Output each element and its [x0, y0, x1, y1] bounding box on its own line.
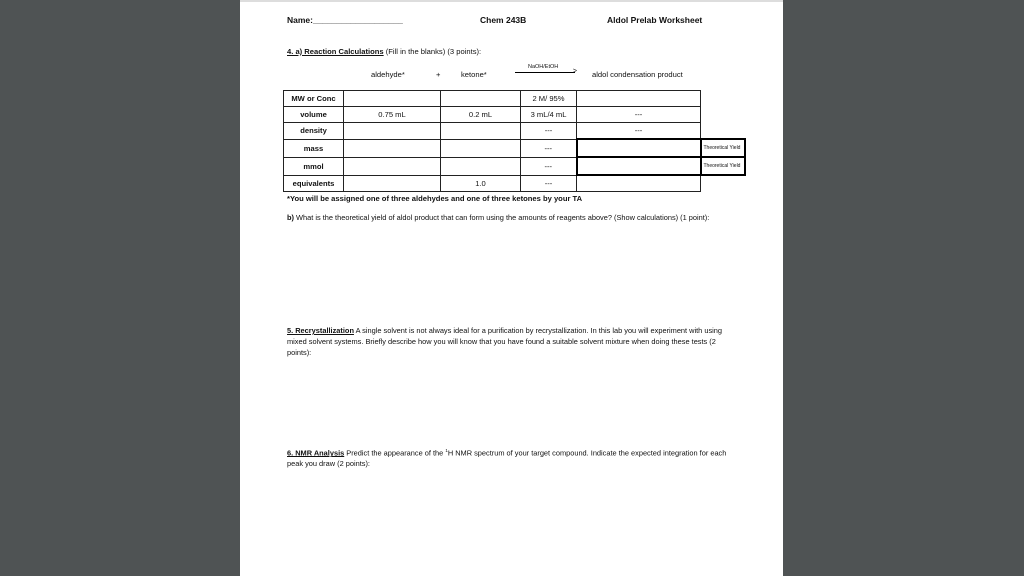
table-cell[interactable]	[344, 157, 441, 175]
q5-prompt: 5. Recrystallization A single solvent is not always ideal for a purification by recrystallization. In this lab you will experiment with using mixed solvent systems. Briefly describe how you will know that you have found a suitable solvent mixture when doing these tests (2 points):	[287, 326, 723, 357]
table-cell[interactable]	[344, 175, 441, 192]
table-cell: 0.2 mL	[441, 107, 521, 123]
aldehyde-label: aldehyde*	[371, 70, 405, 79]
table-cell: ---	[577, 123, 701, 140]
table-cell[interactable]	[441, 91, 521, 107]
table-row	[284, 157, 745, 175]
q6-heading: 6. NMR Analysis	[287, 448, 345, 458]
plus-sign: +	[436, 70, 441, 79]
product-mmol-cell[interactable]	[577, 157, 701, 175]
table-cell[interactable]	[441, 157, 521, 175]
table-cell[interactable]	[344, 91, 441, 107]
table-cell	[701, 107, 745, 123]
q4b-prompt: b) What is the theoretical yield of aldol product that can form using the amounts of reagents above? (Show calculations) (1 point):	[287, 213, 710, 222]
table-cell[interactable]	[577, 175, 701, 192]
worksheet-title: Aldol Prelab Worksheet	[607, 15, 703, 25]
table-cell[interactable]	[441, 123, 521, 140]
table-cell	[701, 91, 745, 107]
q4a-prompt	[287, 47, 481, 56]
theoretical-yield-label: Theoretical Yield	[701, 139, 745, 157]
table-row	[284, 107, 745, 123]
q6-prompt: 6. NMR Analysis Predict the appearance of the $^1$H NMR spectrum of your target compound. Indicate the expected integration for each peak you draw (2 points):	[287, 448, 727, 469]
theoretical-yield-label: Theoretical Yield	[701, 157, 745, 175]
table-cell: 3 mL/4 mL	[521, 107, 577, 123]
table-cell: density	[284, 123, 344, 140]
name-field-label: Name:___________________	[287, 15, 403, 25]
table-cell	[701, 175, 745, 192]
table-cell[interactable]	[577, 91, 701, 107]
table-row	[284, 91, 745, 107]
table-cell: volume	[284, 107, 344, 123]
table-cell[interactable]	[344, 139, 441, 157]
reaction-conditions: NaOH/EtOH	[528, 64, 559, 70]
table-cell[interactable]	[344, 123, 441, 140]
table-cell: 0.75 mL	[344, 107, 441, 123]
table-cell: ---	[521, 139, 577, 157]
table-cell: ---	[521, 157, 577, 175]
table-cell: ---	[521, 175, 577, 192]
table-cell: ---	[577, 107, 701, 123]
course-label: Chem 243B	[480, 15, 527, 25]
table-footnote: *You will be assigned one of three aldehydes and one of three ketones by your TA	[287, 194, 583, 203]
table-cell: MW or Conc	[284, 91, 344, 107]
q4a-instructions: (Fill in the blanks) (3 points):	[383, 47, 482, 56]
table-cell: mass	[284, 139, 344, 157]
q5-heading: 5. Recrystallization	[287, 326, 354, 335]
table-row	[284, 175, 745, 192]
table-cell: ---	[521, 123, 577, 140]
table-row	[284, 139, 745, 157]
q4a-heading: 4. a) Reaction Calculations	[287, 47, 384, 56]
worksheet-page	[240, 0, 783, 576]
table-cell	[701, 123, 745, 140]
table-cell: equivalents	[284, 175, 344, 192]
ketone-label: ketone*	[461, 70, 487, 79]
table-cell: 1.0	[441, 175, 521, 192]
table-cell: mmol	[284, 157, 344, 175]
table-row	[284, 123, 745, 140]
product-mass-cell[interactable]	[577, 139, 701, 157]
table-cell[interactable]	[441, 139, 521, 157]
reaction-table	[283, 90, 746, 192]
table-cell: 2 M/ 95%	[521, 91, 577, 107]
product-label: aldol condensation product	[592, 70, 683, 79]
reaction-arrow-icon: >	[515, 72, 575, 73]
